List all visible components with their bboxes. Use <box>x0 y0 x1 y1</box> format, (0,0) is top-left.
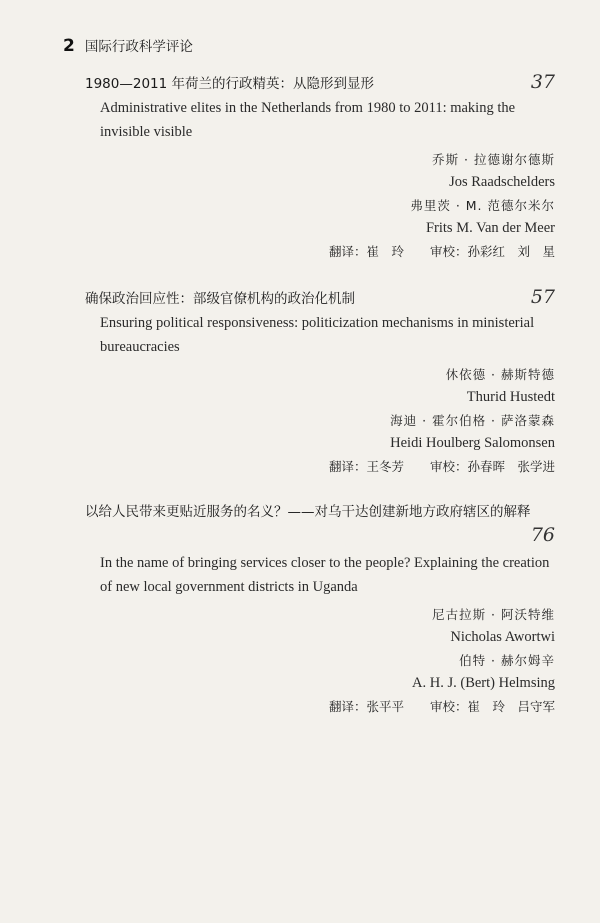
translator: 翻译：王冬芳 <box>328 459 404 474</box>
article-title-zh: 确保政治回应性：部级官僚机构的政治化机制 <box>85 291 355 307</box>
article-page-number: 37 <box>530 71 555 93</box>
article-title-zh: 1980—2011 年荷兰的行政精英：从隐形到显形 <box>85 76 375 92</box>
toc-entry <box>85 500 555 719</box>
article-title-zh: 以给人民带来更贴近服务的名义？——对乌干达创建新地方政府辖区的解释 <box>85 504 531 520</box>
author-name-zh: 休依德 · 赫斯特德 <box>445 367 555 382</box>
toc-entry <box>85 72 555 264</box>
author-name-zh: 伯特 · 赫尔姆辛 <box>459 653 555 668</box>
translation-credits <box>85 455 555 479</box>
reviewer: 审校：孙彩红 刘 星 <box>429 244 555 259</box>
entry-title-row <box>85 72 555 92</box>
article-title-en: Ensuring political responsiveness: politicization mechanisms in ministerial bureaucracies <box>100 315 535 355</box>
author-block <box>85 363 555 455</box>
author-name-zh: 弗里茨 · M. 范德尔米尔 <box>410 198 555 213</box>
author-name-en: A. H. J. (Bert) Helmsing <box>412 675 555 691</box>
reviewer: 审校：孙春晖 张学进 <box>429 459 555 474</box>
author-block <box>85 603 555 695</box>
running-header <box>63 35 193 56</box>
author-name-zh: 海迪 · 霍尔伯格 · 萨洛蒙森 <box>390 413 555 428</box>
author-block <box>85 148 555 240</box>
entry-title-row <box>85 287 555 307</box>
author-name-en: Frits M. Van der Meer <box>425 220 555 236</box>
article-page-number: 57 <box>530 286 555 308</box>
article-title-en: Administrative elites in the Netherlands from 1980 to 2011: making the invisible visible <box>100 100 516 140</box>
translator: 翻译：崔 玲 <box>328 244 404 259</box>
author-name-en: Heidi Houlberg Salomonsen <box>390 435 555 451</box>
article-title-en: In the name of bringing services closer to the people? Explaining the creation of new local government districts in Uganda <box>100 555 550 595</box>
author-name-en: Thurid Hustedt <box>466 389 555 405</box>
reviewer: 审校：崔 玲 吕守军 <box>429 699 555 714</box>
author-name-zh: 乔斯 · 拉德谢尔德斯 <box>432 152 555 167</box>
translator: 翻译：张平平 <box>328 699 404 714</box>
author-name-en: Jos Raadschelders <box>449 174 555 190</box>
translation-credits <box>85 240 555 264</box>
translation-credits <box>85 695 555 719</box>
entry-page-row <box>85 526 555 545</box>
toc-entry <box>85 287 555 479</box>
page-number: 2 <box>63 36 75 56</box>
journal-title: 国际行政科学评论 <box>84 39 193 55</box>
author-name-en: Nicholas Awortwi <box>450 629 555 645</box>
author-name-zh: 尼古拉斯 · 阿沃特维 <box>432 607 555 622</box>
article-page-number: 76 <box>530 524 555 546</box>
